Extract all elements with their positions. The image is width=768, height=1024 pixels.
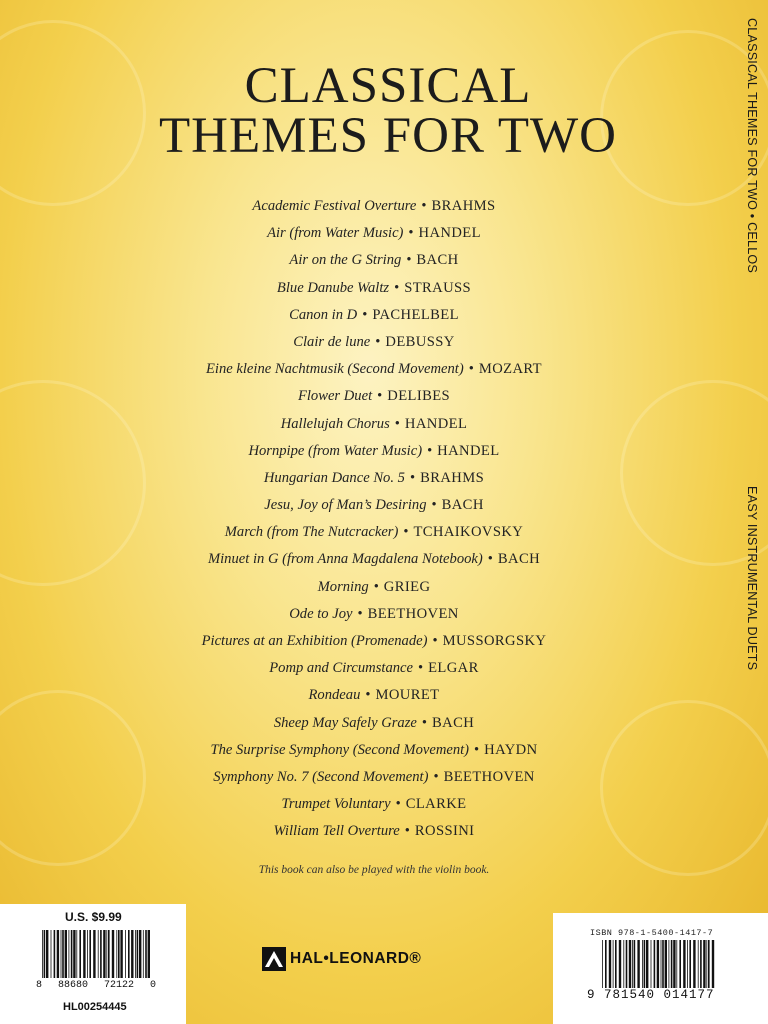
barcode-bar xyxy=(51,930,52,978)
publisher-logo xyxy=(262,946,421,972)
upc-digit-group: 0 xyxy=(149,980,156,991)
barcode-bar xyxy=(626,940,628,988)
bullet-separator: • xyxy=(362,306,368,323)
song-list-item xyxy=(80,465,668,492)
song-list-item xyxy=(80,247,668,274)
composer-name: BEETHOVEN xyxy=(367,605,459,622)
song-title: Air on the G String xyxy=(289,252,402,269)
song-title: March (from The Nutcracker) xyxy=(224,524,399,541)
barcode-bar xyxy=(46,930,48,978)
barcode-bar xyxy=(137,930,139,978)
song-title: Jesu, Joy of Man’s Desiring xyxy=(264,497,427,514)
barcode-bar xyxy=(676,940,677,988)
composer-name: BRAHMS xyxy=(420,469,485,486)
barcode-bar xyxy=(83,930,85,978)
upc-digit-group: 88680 xyxy=(57,980,88,991)
barcode-bar xyxy=(143,930,144,978)
composer-name: HANDEL xyxy=(418,225,481,242)
bullet-separator: • xyxy=(408,225,414,242)
barcode-bar xyxy=(93,930,95,978)
barcode-bar xyxy=(706,940,707,988)
song-title: Symphony No. 7 (Second Movement) xyxy=(213,768,429,785)
barcode-bar xyxy=(642,940,643,988)
song-list-item xyxy=(80,682,668,709)
song-list-item xyxy=(80,601,668,628)
barcode-bar xyxy=(128,930,130,978)
barcode-bar xyxy=(629,940,631,988)
composer-name: MOURET xyxy=(375,687,440,704)
bullet-separator: • xyxy=(418,660,424,677)
barcode-bar xyxy=(108,930,110,978)
song-list xyxy=(80,193,668,846)
composer-name: BACH xyxy=(416,252,459,269)
bullet-separator: • xyxy=(394,415,400,432)
barcode-bar xyxy=(131,930,133,978)
song-title: Hungarian Dance No. 5 xyxy=(263,469,405,486)
song-list-item xyxy=(80,329,668,356)
cover-title-line-1: CLASSICAL xyxy=(244,58,532,114)
barcode-bar xyxy=(602,940,603,988)
barcode-bar xyxy=(712,940,714,988)
song-list-item xyxy=(80,737,668,764)
barcode-bar xyxy=(125,930,126,978)
bullet-separator: • xyxy=(357,605,363,622)
song-list-item xyxy=(80,356,668,383)
isbn-label: ISBN 978-1-5400-1417-7 xyxy=(590,928,714,938)
bullet-separator: • xyxy=(421,714,427,731)
song-list-item xyxy=(80,302,668,329)
song-list-item xyxy=(80,628,668,655)
composer-name: GRIEG xyxy=(383,578,431,595)
bullet-separator: • xyxy=(409,469,416,486)
barcode-bar xyxy=(118,930,120,978)
barcode-bar xyxy=(632,940,633,988)
song-list-item xyxy=(80,574,668,601)
song-title: The Surprise Symphony (Second Movement) xyxy=(210,741,470,758)
isbn-barcode xyxy=(600,940,715,988)
composer-name: MOZART xyxy=(478,361,542,378)
barcode-bar xyxy=(139,930,141,978)
song-list-item xyxy=(80,438,668,465)
bullet-separator: • xyxy=(433,768,439,785)
song-list-item xyxy=(80,220,668,247)
barcode-bar xyxy=(61,930,62,978)
bullet-separator: • xyxy=(375,333,381,350)
bullet-separator: • xyxy=(406,252,412,269)
barcode-bar xyxy=(662,940,664,988)
barcode-bar xyxy=(87,930,88,978)
composer-name: HANDEL xyxy=(437,442,500,459)
price-label: U.S. $9.99 xyxy=(65,910,122,924)
barcode-bar xyxy=(698,940,699,988)
song-title: Flower Duet xyxy=(297,388,373,405)
composer-name: BRAHMS xyxy=(431,198,496,214)
barcode-bar xyxy=(100,930,102,978)
composer-name: MUSSORGSKY xyxy=(442,633,547,649)
barcode-bar xyxy=(693,940,695,988)
barcode-bar xyxy=(673,940,675,988)
barcode-bar xyxy=(106,930,107,978)
song-list-item xyxy=(80,383,668,410)
bullet-separator: • xyxy=(377,388,383,405)
barcode-bar xyxy=(609,940,611,988)
barcode-bar xyxy=(671,940,673,988)
song-title: Morning xyxy=(317,578,369,595)
bullet-separator: • xyxy=(365,687,371,704)
song-list-item xyxy=(80,193,668,220)
composer-name: BEETHOVEN xyxy=(443,768,535,785)
barcode-bar xyxy=(98,930,99,978)
composer-name: HANDEL xyxy=(404,415,468,432)
song-title: Canon in D xyxy=(289,306,358,323)
barcode-bar xyxy=(687,940,688,988)
barcode-bar xyxy=(646,940,648,988)
song-title: Sheep May Safely Graze xyxy=(273,714,417,731)
song-list-item xyxy=(80,492,668,519)
barcode-bar xyxy=(634,940,636,988)
isbn-digits: 9 781540 014177 xyxy=(587,988,715,1002)
publisher-name: HAL•LEONARD® xyxy=(290,950,422,967)
barcode-bar xyxy=(112,930,114,978)
barcode-bar xyxy=(79,930,81,978)
song-title: Trumpet Voluntary xyxy=(281,796,391,813)
barcode-bar xyxy=(613,940,614,988)
bullet-separator: • xyxy=(427,442,433,459)
song-list-item xyxy=(80,764,668,791)
composer-name: ROSSINI xyxy=(414,823,475,840)
barcode-bar xyxy=(73,930,75,978)
bullet-separator: • xyxy=(404,823,410,840)
composer-name: CLARKE xyxy=(405,796,467,813)
barcode-bar xyxy=(54,930,56,978)
barcode-bar xyxy=(669,940,670,988)
barcode-bar xyxy=(44,930,46,978)
companion-note: This book can also be played with the violin book. xyxy=(258,864,490,876)
barcode-bar xyxy=(605,940,607,988)
bullet-separator: • xyxy=(432,633,438,649)
sku-number: HL00254445 xyxy=(63,1001,127,1013)
song-list-item xyxy=(80,546,668,573)
barcode-bar xyxy=(145,930,147,978)
barcode-bar xyxy=(103,930,105,978)
upc-digit-group: 72122 xyxy=(103,980,134,991)
bullet-separator: • xyxy=(474,741,480,758)
barcode-bar xyxy=(69,930,70,978)
song-title: Academic Festival Overture xyxy=(252,198,417,214)
composer-name: TCHAIKOVSKY xyxy=(413,524,524,541)
song-title: Hornpipe (from Water Music) xyxy=(248,442,423,459)
composer-name: DELIBES xyxy=(387,388,451,405)
barcode-bar xyxy=(644,940,646,988)
song-title: Minuet in G (from Anna Magdalena Notebook) xyxy=(207,551,483,568)
composer-name: STRAUSS xyxy=(404,279,472,296)
song-title: Clair de lune xyxy=(293,333,371,350)
cover-title-line-2: THEMES FOR TWO xyxy=(159,108,617,164)
song-list-item xyxy=(80,710,668,737)
upc-digits xyxy=(36,980,156,991)
barcode-bar xyxy=(116,930,117,978)
song-list-item xyxy=(80,411,668,438)
composer-name: BACH xyxy=(497,551,541,568)
song-title: Pictures at an Exhibition (Promenade) xyxy=(201,633,428,649)
hal-leonard-logo-icon xyxy=(262,947,286,971)
song-title: William Tell Overture xyxy=(273,823,400,840)
barcode-bar xyxy=(708,940,710,988)
bullet-separator: • xyxy=(421,198,427,214)
barcode-bar xyxy=(637,940,639,988)
bullet-separator: • xyxy=(394,279,400,296)
song-title: Pomp and Circumstance xyxy=(269,660,413,677)
composer-name: HAYDN xyxy=(484,741,538,758)
barcode-bar xyxy=(654,940,656,988)
barcode-bar xyxy=(62,930,64,978)
barcode-bar xyxy=(76,930,77,978)
song-title: Blue Danube Waltz xyxy=(276,279,390,296)
barcode-bar xyxy=(679,940,681,988)
barcode-bar xyxy=(148,930,150,978)
bullet-separator: • xyxy=(395,796,401,813)
barcode-bar xyxy=(120,930,122,978)
song-title: Eine kleine Nachtmusik (Second Movement) xyxy=(206,361,464,378)
barcode-bar xyxy=(661,940,662,988)
composer-name: DEBUSSY xyxy=(385,333,455,350)
barcode-bar xyxy=(651,940,652,988)
song-title: Rondeau xyxy=(308,687,361,704)
barcode-bar xyxy=(689,940,691,988)
barcode-bar xyxy=(135,930,136,978)
upc-digit-group: 8 xyxy=(36,980,43,991)
barcode-bar xyxy=(700,940,702,988)
barcode-bar xyxy=(703,940,705,988)
barcode-bar xyxy=(657,940,659,988)
barcode-bar xyxy=(65,930,67,978)
barcode-bar xyxy=(57,930,59,978)
barcode-bar xyxy=(42,930,43,978)
song-title: Air (from Water Music) xyxy=(267,225,404,242)
composer-name: BACH xyxy=(441,497,484,514)
bullet-separator: • xyxy=(431,497,437,514)
barcode-bar xyxy=(619,940,621,988)
barcode-bar xyxy=(89,930,91,978)
barcode-bar xyxy=(665,940,667,988)
barcode-bar xyxy=(683,940,685,988)
barcode-bar xyxy=(623,940,624,988)
song-title: Ode to Joy xyxy=(289,605,353,622)
barcode-bar xyxy=(71,930,73,978)
barcode-bar xyxy=(615,940,617,988)
bullet-separator: • xyxy=(373,578,379,595)
song-list-item xyxy=(80,519,668,546)
composer-name: BACH xyxy=(432,714,475,731)
bullet-separator: • xyxy=(487,551,493,568)
song-list-item xyxy=(80,818,668,845)
song-list-item xyxy=(80,275,668,302)
composer-name: ELGAR xyxy=(428,660,479,677)
upc-barcode xyxy=(40,930,150,978)
spine-series: EASY INSTRUMENTAL DUETS xyxy=(745,486,759,671)
composer-name: PACHELBEL xyxy=(372,306,459,323)
song-list-item xyxy=(80,791,668,818)
spine-title: CLASSICAL THEMES FOR TWO • CELLOS xyxy=(745,18,759,274)
bullet-separator: • xyxy=(403,524,409,541)
song-title: Hallelujah Chorus xyxy=(280,415,390,432)
song-list-item xyxy=(80,655,668,682)
bullet-separator: • xyxy=(468,361,474,378)
